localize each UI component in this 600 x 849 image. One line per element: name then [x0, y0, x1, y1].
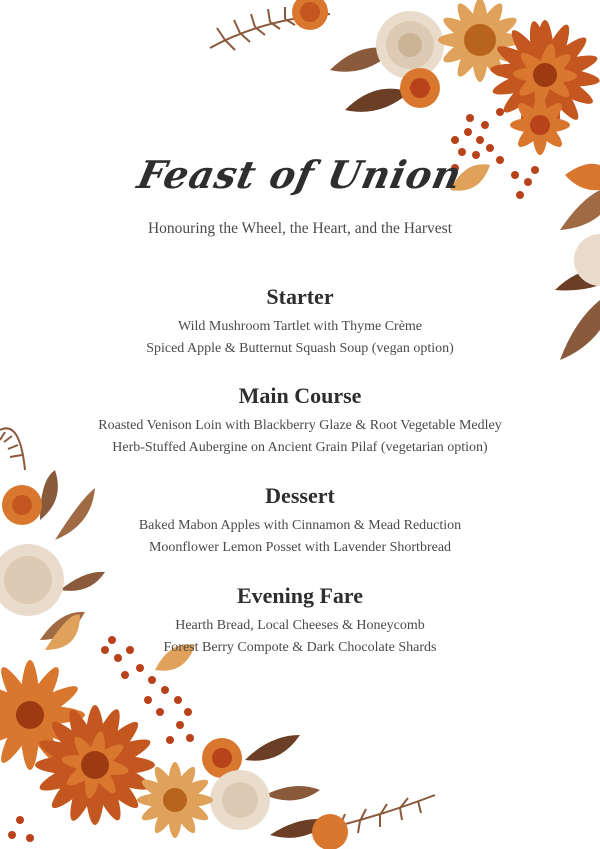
- menu-subtitle: Honouring the Wheel, the Heart, and the Harvest: [147, 220, 452, 237]
- menu-item: Roasted Venison Loin with Blackberry Glaze & Root Vegetable Medley: [98, 418, 502, 433]
- cream-chrysanthemum-center: [398, 33, 422, 57]
- section-evening-fare: [0, 583, 600, 659]
- pompom-center: [300, 2, 320, 22]
- section-heading: Starter: [266, 284, 334, 309]
- section-starter: [0, 284, 600, 360]
- pompom-center: [212, 748, 232, 768]
- menu-item: Hearth Bread, Local Cheeses & Honeycomb: [175, 618, 425, 633]
- section-main-course: [0, 383, 600, 459]
- menu-item: Baked Mabon Apples with Cinnamon & Mead Reduction: [138, 518, 462, 533]
- menu-item: Herb-Stuffed Aubergine on Ancient Grain Pilaf (vegetarian option): [112, 440, 488, 455]
- section-heading: Dessert: [265, 483, 335, 508]
- menu-item: Forest Berry Compote & Dark Chocolate Shards: [163, 640, 437, 655]
- pompom-flower: [312, 814, 348, 849]
- cream-chrysanthemum-inner: [222, 782, 258, 818]
- amber-daisy: [137, 762, 213, 838]
- menu-title: Feast of Union: [133, 152, 467, 197]
- menu-item: Wild Mushroom Tartlet with Thyme Crème: [177, 319, 423, 334]
- leaf: [245, 735, 300, 761]
- rust-flower-lower: [510, 95, 570, 155]
- section-heading: Evening Fare: [236, 583, 364, 608]
- leaf: [345, 89, 410, 112]
- section-heading: Main Course: [238, 383, 362, 408]
- orange-flower-center: [410, 78, 430, 98]
- menu-item: Moonflower Lemon Posset with Lavender Shortbread: [148, 540, 452, 555]
- rust-dahlia: [35, 705, 155, 825]
- section-dessert: [0, 483, 600, 559]
- menu-item: Spiced Apple & Butternut Squash Soup (vegan option): [146, 341, 454, 356]
- leaf: [265, 786, 320, 800]
